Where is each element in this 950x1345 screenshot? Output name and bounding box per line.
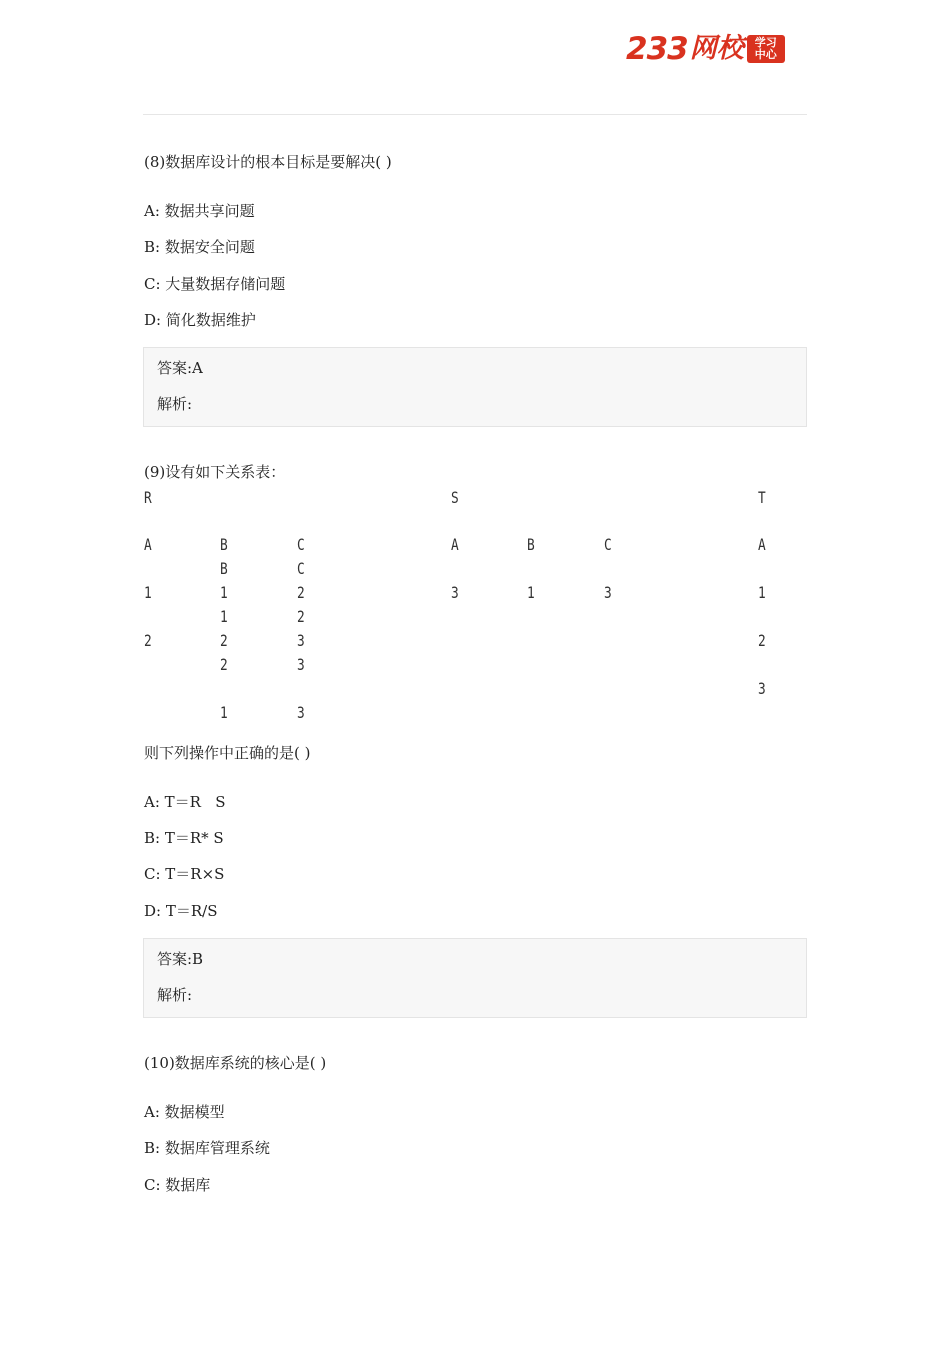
question-10-option-b: B: 数据库管理系统 [144, 1139, 270, 1157]
question-8-answer: 答案:A [157, 359, 203, 377]
table-r-header-a: A [144, 535, 152, 554]
logo-badge-bottom: 中心 [754, 48, 777, 61]
table-s-header-c: C [604, 535, 612, 554]
question-9-answer-box [143, 938, 807, 1018]
table-s-cell: 1 [527, 583, 535, 602]
question-10-option-c: C: 数据库 [144, 1176, 211, 1194]
table-t-cell: 3 [758, 679, 766, 698]
table-s-header-a: A [451, 535, 459, 554]
table-r-cell: 2 [297, 607, 305, 626]
question-8-analysis: 解析: [157, 395, 193, 413]
table-s-cell: 3 [604, 583, 612, 602]
table-r-cell: 2 [144, 631, 152, 650]
question-8-option-b: B: 数据安全问题 [144, 238, 255, 256]
question-9-follow: 则下列操作中正确的是( ) [144, 744, 311, 762]
logo-text: 网校 [689, 33, 744, 64]
table-r-cell: 3 [297, 703, 305, 722]
question-8-answer-box [143, 347, 807, 427]
site-logo [626, 32, 785, 66]
table-r-subheader-c: C [297, 559, 305, 578]
table-s-cell: 3 [451, 583, 459, 602]
question-9-stem: (9)设有如下关系表： [144, 463, 286, 481]
question-9-option-c: C: T＝R×S [144, 865, 225, 883]
question-10-option-a: A: 数据模型 [144, 1103, 225, 1121]
question-9-analysis: 解析: [157, 986, 193, 1004]
table-t-cell: 1 [758, 583, 766, 602]
question-9-option-a: A: T＝R S [144, 793, 226, 811]
table-r-cell: 3 [297, 655, 305, 674]
table-r-cell: 1 [220, 583, 228, 602]
question-9-option-d: D: T＝R/S [144, 902, 218, 920]
table-r-subheader-b: B [220, 559, 228, 578]
question-8-option-c: C: 大量数据存储问题 [144, 275, 286, 293]
question-8-stem: (8)数据库设计的根本目标是要解决( ) [144, 153, 392, 171]
question-10-stem: (10)数据库系统的核心是( ) [144, 1054, 327, 1072]
table-r-header-b: B [220, 535, 228, 554]
table-r-cell: 2 [220, 655, 228, 674]
table-r-cell: 3 [297, 631, 305, 650]
table-r-header-c: C [297, 535, 305, 554]
question-8-option-a: A: 数据共享问题 [144, 202, 255, 220]
table-r-cell: 1 [220, 703, 228, 722]
question-9-answer: 答案:B [157, 950, 204, 968]
table-r-cell: 1 [144, 583, 152, 602]
table-r-cell: 2 [297, 583, 305, 602]
table-r-cell: 2 [220, 631, 228, 650]
question-9-option-b: B: T＝R* S [144, 829, 224, 847]
logo-number: 233 [626, 31, 688, 67]
table-s-header-b: B [527, 535, 535, 554]
table-s-name: S [451, 488, 459, 507]
logo-badge-top: 学习 [754, 36, 777, 49]
logo-badge [747, 35, 785, 63]
table-r-name: R [144, 488, 152, 507]
table-t-header-a: A [758, 535, 766, 554]
question-8-option-d: D: 简化数据维护 [144, 311, 256, 329]
table-r-cell: 1 [220, 607, 228, 626]
table-t-cell: 2 [758, 631, 766, 650]
table-t-name: T [758, 488, 766, 507]
header-divider [143, 114, 807, 115]
